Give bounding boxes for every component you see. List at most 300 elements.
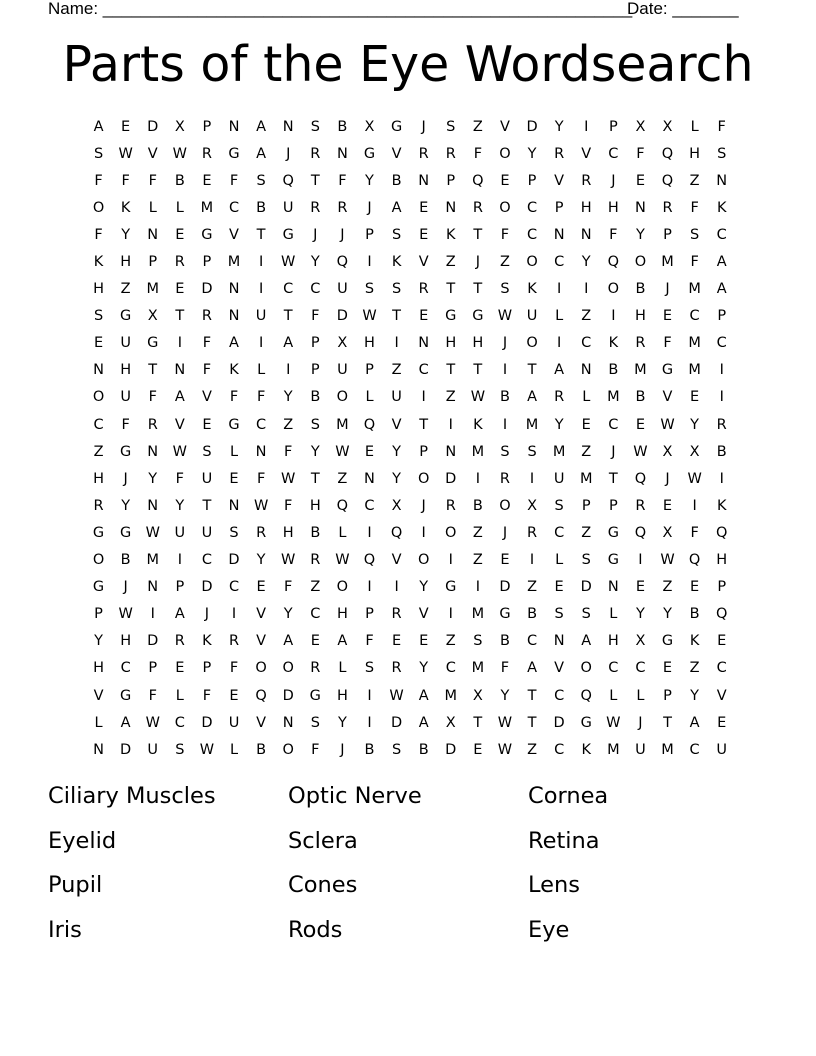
grid-letter[interactable]: R (201, 145, 212, 162)
grid-letter[interactable]: F (256, 389, 266, 406)
grid-letter[interactable]: B (174, 172, 185, 189)
grid-letter[interactable]: X (662, 118, 673, 135)
grid-letter[interactable]: C (526, 199, 538, 216)
grid-letter[interactable]: B (364, 741, 375, 758)
grid-letter[interactable]: G (120, 687, 132, 704)
grid-letter[interactable]: F (500, 660, 510, 677)
grid-letter[interactable]: S (256, 172, 266, 189)
grid-letter[interactable]: W (281, 552, 296, 569)
grid-letter[interactable]: V (147, 145, 158, 162)
grid-letter[interactable]: M (471, 606, 485, 623)
grid-letter[interactable]: E (256, 579, 266, 596)
grid-letter[interactable]: C (310, 606, 321, 623)
grid-letter[interactable]: E (635, 172, 645, 189)
grid-letter[interactable]: T (473, 714, 483, 731)
grid-letter[interactable]: J (313, 226, 318, 243)
grid-letter[interactable]: R (635, 497, 646, 514)
grid-letter[interactable]: E (500, 552, 510, 569)
grid-letter[interactable]: K (120, 199, 131, 216)
grid-letter[interactable]: P (608, 118, 618, 135)
grid-letter[interactable]: Y (392, 470, 401, 487)
grid-letter[interactable]: I (557, 335, 562, 352)
grid-letter[interactable]: M (688, 362, 701, 379)
grid-letter[interactable]: M (200, 199, 214, 216)
grid-letter[interactable]: R (554, 389, 565, 406)
grid-letter[interactable]: N (147, 497, 159, 514)
grid-letter[interactable]: E (364, 443, 375, 460)
grid-letter[interactable]: G (363, 145, 376, 162)
grid-letter[interactable]: Y (256, 552, 266, 569)
grid-letter[interactable]: E (554, 579, 564, 596)
grid-letter[interactable]: T (446, 362, 456, 379)
grid-letter[interactable]: X (635, 118, 646, 135)
grid-letter[interactable]: I (258, 335, 264, 352)
grid-letter[interactable]: B (337, 118, 348, 135)
grid-letter[interactable]: W (172, 145, 187, 162)
grid-letter[interactable]: C (689, 308, 700, 325)
grid-letter[interactable]: Y (554, 118, 564, 135)
grid-letter[interactable]: E (202, 172, 212, 189)
grid-letter[interactable]: F (94, 226, 103, 243)
grid-letter[interactable]: H (716, 552, 728, 569)
grid-letter[interactable]: N (445, 199, 457, 216)
grid-letter[interactable]: Z (527, 741, 538, 758)
grid-letter[interactable]: O (499, 145, 511, 162)
grid-letter[interactable]: Q (661, 145, 674, 162)
grid-letter[interactable]: X (445, 714, 456, 731)
grid-letter[interactable]: R (174, 254, 185, 271)
grid-letter[interactable]: S (202, 443, 212, 460)
grid-letter[interactable]: H (120, 254, 132, 271)
grid-letter[interactable]: C (554, 524, 565, 541)
grid-letter[interactable]: B (256, 741, 267, 758)
grid-letter[interactable]: A (256, 145, 267, 162)
grid-letter[interactable]: Z (445, 389, 456, 406)
grid-letter[interactable]: N (336, 145, 348, 162)
grid-letter[interactable]: Y (283, 389, 293, 406)
grid-letter[interactable]: R (445, 497, 456, 514)
grid-letter[interactable]: P (717, 579, 727, 596)
grid-letter[interactable]: O (580, 660, 592, 677)
grid-letter[interactable]: X (472, 687, 483, 704)
grid-letter[interactable]: G (120, 443, 132, 460)
grid-letter[interactable]: K (608, 335, 619, 352)
grid-letter[interactable]: P (365, 606, 374, 623)
grid-letter[interactable]: F (175, 470, 184, 487)
grid-letter[interactable]: C (228, 579, 240, 596)
grid-letter[interactable]: S (364, 660, 375, 677)
grid-letter[interactable]: C (608, 145, 619, 162)
grid-letter[interactable]: H (607, 199, 619, 216)
grid-letter[interactable]: T (175, 308, 185, 325)
grid-letter[interactable]: X (662, 524, 673, 541)
grid-letter[interactable]: U (337, 281, 348, 298)
grid-letter[interactable]: N (607, 579, 619, 596)
grid-letter[interactable]: S (581, 552, 591, 569)
date-field-label[interactable]: Date: _______ (627, 0, 739, 18)
grid-letter[interactable]: W (172, 443, 187, 460)
grid-letter[interactable]: O (607, 281, 620, 298)
grid-letter[interactable]: D (336, 308, 348, 325)
grid-letter[interactable]: T (148, 362, 158, 379)
grid-letter[interactable]: E (229, 687, 239, 704)
grid-letter[interactable]: X (689, 443, 700, 460)
grid-letter[interactable]: N (364, 470, 375, 487)
grid-letter[interactable]: N (147, 579, 159, 596)
grid-letter[interactable]: E (473, 741, 483, 758)
grid-letter[interactable]: Y (175, 497, 185, 514)
grid-letter[interactable]: R (174, 633, 185, 650)
grid-letter[interactable]: A (554, 362, 565, 379)
grid-letter[interactable]: I (448, 606, 453, 623)
grid-letter[interactable]: S (581, 606, 591, 623)
grid-letter[interactable]: R (418, 281, 429, 298)
grid-letter[interactable]: S (500, 443, 510, 460)
grid-letter[interactable]: I (177, 552, 182, 569)
grid-letter[interactable]: U (391, 389, 402, 406)
grid-letter[interactable]: R (499, 470, 510, 487)
grid-letter[interactable]: U (228, 714, 240, 731)
grid-letter[interactable]: I (231, 606, 237, 623)
grid-letter[interactable]: M (444, 687, 458, 704)
grid-letter[interactable]: I (367, 254, 372, 271)
grid-letter[interactable]: E (175, 660, 185, 677)
grid-letter[interactable]: A (527, 389, 537, 406)
grid-letter[interactable]: R (527, 524, 538, 541)
grid-letter[interactable]: D (282, 687, 294, 704)
grid-letter[interactable]: W (145, 524, 160, 541)
grid-letter[interactable]: S (554, 606, 564, 623)
grid-letter[interactable]: X (147, 308, 158, 325)
grid-letter[interactable]: Y (365, 172, 374, 189)
grid-letter[interactable]: M (579, 470, 593, 487)
grid-letter[interactable]: B (499, 389, 510, 406)
grid-letter[interactable]: Z (472, 524, 483, 541)
grid-letter[interactable]: R (662, 199, 673, 216)
grid-letter[interactable]: X (635, 633, 646, 650)
grid-letter[interactable]: C (716, 660, 727, 677)
grid-letter[interactable]: G (228, 416, 240, 433)
grid-letter[interactable]: C (256, 416, 267, 433)
grid-letter[interactable]: F (609, 226, 618, 243)
grid-letter[interactable]: U (255, 308, 267, 325)
grid-letter[interactable]: K (689, 633, 700, 650)
grid-letter[interactable]: G (228, 145, 240, 162)
grid-letter[interactable]: U (282, 199, 294, 216)
grid-letter[interactable]: P (148, 254, 158, 271)
grid-letter[interactable]: C (635, 660, 646, 677)
grid-letter[interactable]: F (229, 172, 239, 189)
grid-letter[interactable]: X (391, 497, 402, 514)
grid-letter[interactable]: Q (634, 470, 647, 487)
grid-letter[interactable]: L (148, 199, 157, 216)
grid-letter[interactable]: N (445, 443, 457, 460)
grid-letter[interactable]: G (472, 308, 484, 325)
grid-letter[interactable]: B (310, 524, 321, 541)
grid-letter[interactable]: Q (715, 606, 728, 623)
grid-letter[interactable]: Z (662, 579, 673, 596)
grid-letter[interactable]: J (123, 470, 128, 487)
grid-letter[interactable]: S (554, 497, 564, 514)
grid-letter[interactable]: M (336, 416, 349, 433)
grid-letter[interactable]: A (527, 660, 537, 677)
grid-letter[interactable]: N (282, 714, 294, 731)
grid-letter[interactable]: U (526, 308, 538, 325)
grid-letter[interactable]: H (309, 497, 321, 514)
grid-letter[interactable]: F (202, 687, 212, 704)
grid-letter[interactable]: E (419, 633, 429, 650)
grid-letter[interactable]: F (229, 660, 239, 677)
grid-letter[interactable]: M (552, 443, 566, 460)
grid-letter[interactable]: P (202, 118, 212, 135)
grid-letter[interactable]: C (716, 335, 727, 352)
grid-letter[interactable]: E (662, 308, 673, 325)
grid-letter[interactable]: F (284, 443, 293, 460)
grid-letter[interactable]: E (662, 497, 673, 514)
grid-letter[interactable]: P (663, 226, 672, 243)
grid-letter[interactable]: N (553, 226, 565, 243)
grid-letter[interactable]: S (93, 308, 104, 325)
grid-letter[interactable]: J (286, 145, 291, 162)
grid-letter[interactable]: R (391, 606, 402, 623)
grid-letter[interactable]: Z (391, 362, 402, 379)
grid-letter[interactable]: Y (121, 226, 131, 243)
grid-letter[interactable]: J (502, 524, 508, 541)
grid-letter[interactable]: W (335, 443, 350, 460)
grid-letter[interactable]: G (580, 714, 592, 731)
grid-letter[interactable]: C (608, 660, 619, 677)
grid-letter[interactable]: R (337, 199, 348, 216)
grid-letter[interactable]: A (716, 254, 727, 271)
grid-letter[interactable]: Z (689, 660, 700, 677)
grid-letter[interactable]: J (611, 443, 616, 460)
grid-letter[interactable]: K (446, 226, 456, 243)
grid-letter[interactable]: I (529, 552, 535, 569)
grid-letter[interactable]: H (580, 199, 592, 216)
grid-letter[interactable]: R (391, 660, 402, 677)
grid-letter[interactable]: F (311, 741, 320, 758)
grid-letter[interactable]: S (229, 524, 239, 541)
grid-letter[interactable]: O (499, 497, 511, 514)
grid-letter[interactable]: Z (499, 254, 510, 271)
grid-letter[interactable]: B (472, 497, 483, 514)
grid-letter[interactable]: S (717, 145, 727, 162)
grid-letter[interactable]: H (689, 145, 701, 162)
grid-letter[interactable]: O (282, 741, 294, 758)
grid-letter[interactable]: L (229, 741, 239, 758)
grid-letter[interactable]: W (687, 470, 702, 487)
grid-letter[interactable]: E (419, 199, 429, 216)
grid-letter[interactable]: V (418, 254, 429, 271)
grid-letter[interactable]: F (202, 335, 212, 352)
grid-letter[interactable]: A (391, 199, 402, 216)
grid-letter[interactable]: J (475, 254, 480, 271)
grid-letter[interactable]: A (174, 606, 185, 623)
grid-letter[interactable]: E (717, 714, 727, 731)
grid-letter[interactable]: A (418, 687, 429, 704)
grid-letter[interactable]: O (634, 254, 647, 271)
grid-letter[interactable]: C (554, 741, 565, 758)
grid-letter[interactable]: V (93, 687, 104, 704)
grid-letter[interactable]: W (497, 308, 513, 325)
grid-letter[interactable]: P (310, 335, 320, 352)
grid-letter[interactable]: Z (472, 118, 483, 135)
grid-letter[interactable]: W (335, 552, 350, 569)
grid-letter[interactable]: F (717, 118, 726, 135)
grid-letter[interactable]: I (584, 118, 589, 135)
grid-letter[interactable]: I (286, 362, 291, 379)
grid-letter[interactable]: E (419, 226, 429, 243)
grid-letter[interactable]: I (719, 470, 724, 487)
grid-letter[interactable]: D (390, 714, 403, 731)
grid-letter[interactable]: F (256, 470, 266, 487)
grid-letter[interactable]: E (581, 416, 591, 433)
grid-letter[interactable]: Y (337, 714, 347, 731)
grid-letter[interactable]: B (391, 172, 402, 189)
grid-letter[interactable]: Z (689, 172, 700, 189)
grid-letter[interactable]: R (147, 416, 158, 433)
grid-letter[interactable]: F (229, 389, 239, 406)
grid-letter[interactable]: F (663, 335, 672, 352)
grid-letter[interactable]: C (418, 362, 429, 379)
grid-letter[interactable]: B (608, 362, 619, 379)
grid-letter[interactable]: E (391, 633, 402, 650)
grid-letter[interactable]: R (635, 335, 646, 352)
grid-letter[interactable]: W (118, 145, 133, 162)
grid-letter[interactable]: X (337, 335, 348, 352)
grid-letter[interactable]: I (258, 254, 264, 271)
grid-letter[interactable]: G (445, 579, 457, 596)
grid-letter[interactable]: M (471, 443, 485, 460)
grid-letter[interactable]: I (258, 281, 264, 298)
grid-letter[interactable]: G (499, 606, 511, 623)
grid-letter[interactable]: P (581, 497, 591, 514)
grid-letter[interactable]: P (554, 199, 564, 216)
grid-letter[interactable]: X (527, 497, 538, 514)
grid-letter[interactable]: V (391, 416, 402, 433)
grid-letter[interactable]: E (419, 308, 429, 325)
grid-letter[interactable]: C (445, 660, 456, 677)
grid-letter[interactable]: Q (363, 552, 376, 569)
grid-letter[interactable]: Y (635, 226, 645, 243)
grid-letter[interactable]: Q (363, 416, 376, 433)
grid-letter[interactable]: I (448, 552, 453, 569)
grid-letter[interactable]: M (661, 741, 674, 758)
grid-letter[interactable]: P (527, 172, 537, 189)
grid-letter[interactable]: G (309, 687, 321, 704)
grid-letter[interactable]: L (555, 552, 564, 569)
grid-letter[interactable]: A (581, 633, 592, 650)
grid-letter[interactable]: L (365, 389, 374, 406)
grid-letter[interactable]: A (229, 335, 239, 352)
grid-letter[interactable]: Z (581, 524, 592, 541)
grid-letter[interactable]: Y (690, 416, 700, 433)
grid-letter[interactable]: G (120, 524, 132, 541)
grid-letter[interactable]: F (365, 633, 374, 650)
grid-letter[interactable]: O (255, 660, 267, 677)
grid-letter[interactable]: N (580, 226, 592, 243)
grid-letter[interactable]: V (256, 633, 267, 650)
grid-letter[interactable]: S (500, 281, 510, 298)
grid-letter[interactable]: P (608, 497, 618, 514)
grid-letter[interactable]: Y (419, 660, 429, 677)
grid-letter[interactable]: U (201, 524, 213, 541)
grid-letter[interactable]: V (256, 714, 267, 731)
grid-letter[interactable]: Y (121, 497, 131, 514)
grid-letter[interactable]: F (636, 145, 645, 162)
grid-letter[interactable]: Z (581, 443, 592, 460)
grid-letter[interactable]: L (555, 308, 564, 325)
grid-letter[interactable]: G (390, 118, 403, 135)
grid-letter[interactable]: V (499, 118, 510, 135)
grid-letter[interactable]: P (175, 579, 185, 596)
grid-letter[interactable]: F (121, 416, 130, 433)
grid-letter[interactable]: B (310, 389, 321, 406)
grid-letter[interactable]: H (607, 633, 619, 650)
grid-letter[interactable]: L (229, 443, 239, 460)
grid-letter[interactable]: I (475, 470, 480, 487)
grid-letter[interactable]: L (338, 524, 347, 541)
grid-letter[interactable]: B (418, 741, 429, 758)
grid-letter[interactable]: C (174, 714, 185, 731)
grid-letter[interactable]: H (336, 606, 348, 623)
grid-letter[interactable]: W (362, 308, 377, 325)
grid-letter[interactable]: E (690, 389, 700, 406)
grid-letter[interactable]: T (608, 470, 618, 487)
grid-letter[interactable]: O (336, 389, 349, 406)
grid-letter[interactable]: T (527, 687, 537, 704)
grid-letter[interactable]: A (337, 633, 348, 650)
grid-letter[interactable]: X (364, 118, 375, 135)
grid-letter[interactable]: Y (310, 443, 320, 460)
grid-letter[interactable]: A (283, 335, 294, 352)
grid-letter[interactable]: M (146, 552, 159, 569)
grid-letter[interactable]: N (174, 362, 186, 379)
grid-letter[interactable]: J (123, 579, 128, 596)
grid-letter[interactable]: Y (663, 606, 672, 623)
grid-letter[interactable]: F (690, 524, 699, 541)
grid-letter[interactable]: W (660, 552, 675, 569)
grid-letter[interactable]: R (472, 199, 483, 216)
grid-letter[interactable]: D (147, 633, 159, 650)
grid-letter[interactable]: S (527, 443, 537, 460)
grid-letter[interactable]: C (689, 741, 700, 758)
grid-letter[interactable]: D (580, 579, 592, 596)
grid-letter[interactable]: J (421, 118, 426, 135)
grid-letter[interactable]: S (175, 741, 185, 758)
grid-letter[interactable]: I (421, 524, 426, 541)
grid-letter[interactable]: N (418, 172, 430, 189)
grid-letter[interactable]: W (145, 714, 160, 731)
grid-letter[interactable]: K (229, 362, 239, 379)
grid-letter[interactable]: N (418, 335, 430, 352)
grid-letter[interactable]: G (147, 335, 159, 352)
grid-letter[interactable]: D (445, 470, 457, 487)
grid-letter[interactable]: F (500, 226, 510, 243)
grid-letter[interactable]: Y (554, 416, 564, 433)
grid-letter[interactable]: Z (581, 308, 592, 325)
grid-letter[interactable]: Q (390, 524, 403, 541)
grid-letter[interactable]: Q (634, 524, 647, 541)
grid-letter[interactable]: B (120, 552, 131, 569)
grid-letter[interactable]: V (418, 606, 429, 623)
grid-letter[interactable]: U (120, 389, 131, 406)
grid-letter[interactable]: M (688, 281, 701, 298)
grid-letter[interactable]: W (281, 470, 296, 487)
grid-letter[interactable]: Y (419, 579, 429, 596)
grid-letter[interactable]: N (93, 362, 104, 379)
grid-letter[interactable]: S (310, 416, 320, 433)
